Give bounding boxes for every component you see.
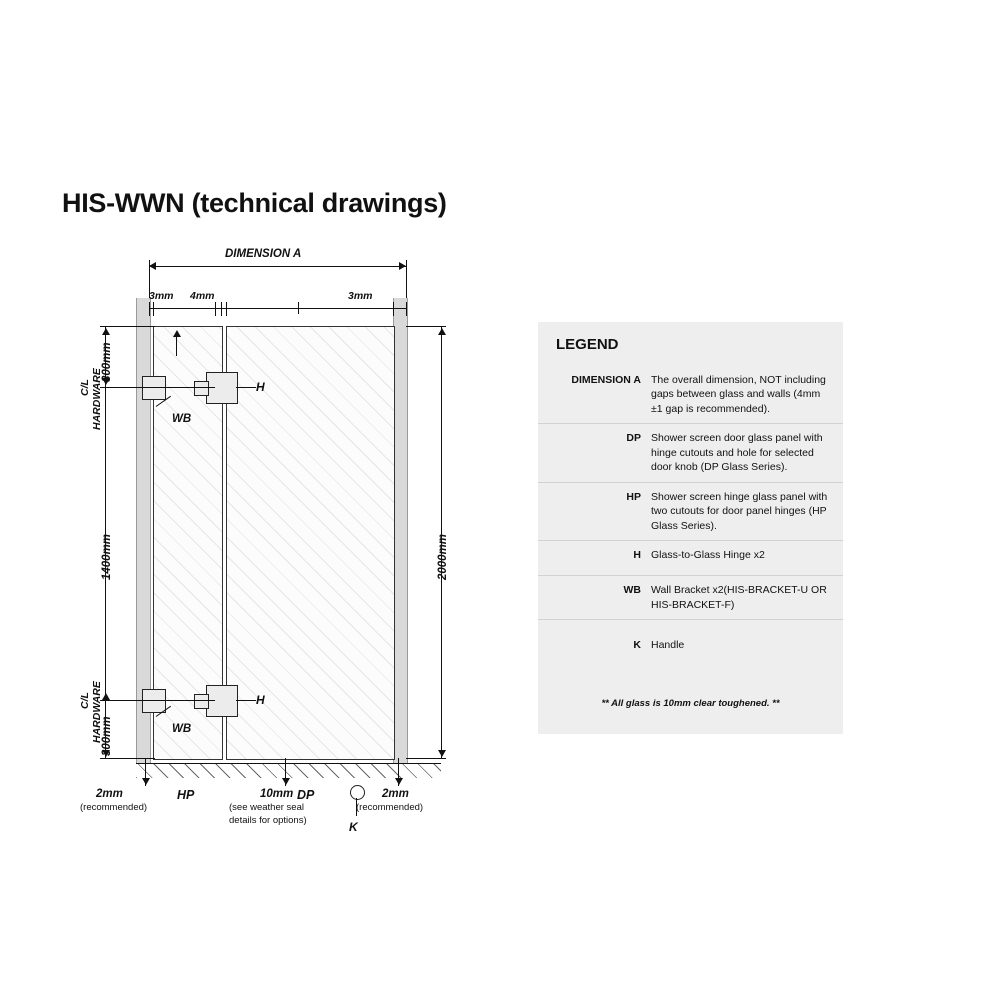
callout-bracket-top: WB: [172, 413, 192, 425]
cl-hardware-bottom-line1: C/L: [79, 692, 91, 709]
legend-row: [538, 423, 843, 481]
floor-hatch: [136, 764, 441, 778]
gap-label-right: 3mm: [348, 290, 373, 302]
bottom-center-value: 10mm: [260, 788, 294, 800]
cl-hardware-top-line1: C/L: [79, 379, 91, 396]
legend-row: [538, 619, 843, 676]
hp-inner-dim-arrow: [173, 330, 181, 337]
bottom-left-value: 2mm: [96, 788, 123, 800]
dim-2000mm: 2000mm: [437, 533, 449, 580]
cl-hardware-bottom-line2: HARDWARE: [91, 681, 103, 743]
technical-drawing: [60, 248, 480, 834]
right-arrow-top: [438, 328, 446, 335]
gap-tick-2: [153, 302, 154, 316]
left-arrow-top: [102, 328, 110, 335]
dimension-a-label: DIMENSION A: [225, 248, 302, 260]
gap-tick-5: [226, 302, 227, 316]
wall-bracket-top: [142, 376, 166, 400]
dimension-a-ext-right: [406, 260, 407, 302]
dimension-a-arrow-left: [149, 262, 156, 270]
legend-note: ** All glass is 10mm clear toughened. **: [601, 698, 780, 709]
page-title: HIS-WWN (technical drawings): [62, 188, 447, 218]
gap-tick-1: [149, 302, 150, 316]
legend-key: WB: [623, 584, 641, 597]
callout-handle: K: [349, 820, 358, 834]
legend-desc: Shower screen door glass panel with hinge cutouts and hole for selected door knob (DP Glass Series).: [651, 432, 823, 474]
right-arrow-bottom: [438, 750, 446, 757]
legend-row: [538, 366, 843, 423]
legend-panel: [538, 322, 843, 734]
gap-tick-3: [215, 302, 216, 316]
gap-dimension-line: [149, 308, 406, 309]
panel-label-hp: HP: [177, 788, 195, 802]
bottom-arrow-left: [142, 778, 150, 785]
legend-desc: Handle: [651, 639, 685, 652]
bottom-arrow-right: [395, 778, 403, 785]
gap-tick-4: [221, 302, 222, 316]
left-ext-bottom: [100, 758, 155, 759]
bottom-right-note: (recommended): [356, 802, 424, 813]
hinge-bottom-leader: [236, 700, 256, 701]
right-ext-bottom: [406, 758, 446, 759]
left-ext-cl-bottom: [100, 700, 215, 701]
legend-key: DIMENSION A: [571, 374, 641, 386]
glass-panel-dp: [226, 326, 395, 760]
left-ext-top: [100, 326, 155, 327]
legend-rows: [538, 366, 843, 676]
legend-key: K: [633, 639, 641, 652]
dim-1400mm: 1400mm: [101, 533, 113, 580]
legend-key: H: [633, 549, 641, 562]
dimension-a-line: [149, 266, 406, 267]
hp-inner-dim-line: [176, 334, 177, 356]
gap-tick-7: [406, 302, 407, 316]
panel-label-dp: DP: [297, 788, 315, 802]
dim-300mm-bottom: 300mm: [101, 716, 113, 756]
left-ext-cl-top: [100, 387, 215, 388]
callout-hinge-bottom: H: [256, 693, 265, 707]
bottom-center-note2: details for options): [229, 815, 307, 826]
dimension-a-arrow-right: [399, 262, 406, 270]
legend-row: [538, 575, 843, 619]
hinge-top-leader: [236, 387, 256, 388]
callout-bracket-bottom: WB: [172, 723, 192, 735]
legend-desc: Shower screen hinge glass panel with two cutouts for door panel hinges (HP Glass Series).: [651, 490, 828, 532]
hinge-top-tab: [194, 381, 209, 396]
hinge-bottom-tab: [194, 694, 209, 709]
gap-tick-6: [393, 302, 394, 316]
dim-300mm-top: 300mm: [101, 342, 113, 382]
bottom-center-note1: (see weather seal: [229, 802, 304, 813]
hinge-bottom: [206, 685, 238, 717]
hinge-top: [206, 372, 238, 404]
bottom-arrow-center: [282, 778, 290, 785]
bottom-right-value: 2mm: [382, 788, 409, 800]
legend-desc: Glass-to-Glass Hinge x2: [651, 549, 765, 562]
door-knob: [350, 785, 365, 800]
legend-desc: The overall dimension, NOT including gaps between glass and walls (4mm ±1 gap is recommended).: [651, 374, 826, 415]
legend-row: [538, 540, 843, 575]
cl-hardware-top-line2: HARDWARE: [91, 368, 103, 430]
bottom-left-note: (recommended): [80, 802, 148, 813]
wall-bracket-bottom: [142, 689, 166, 713]
gap-label-left: 3mm: [149, 290, 174, 302]
legend-key: HP: [626, 490, 641, 503]
legend-key: DP: [626, 432, 641, 445]
legend-row: [538, 482, 843, 540]
left-arrow-300-bottom: [102, 693, 110, 700]
callout-hinge-top: H: [256, 380, 265, 394]
gap-label-center: 4mm: [190, 290, 215, 302]
gap-center-tick: [298, 302, 299, 314]
wall-right: [393, 298, 408, 763]
legend-desc: Wall Bracket x2(HIS-BRACKET-U OR HIS-BRACKET-F): [651, 584, 827, 611]
right-ext-top: [406, 326, 446, 327]
legend-title: LEGEND: [556, 336, 619, 353]
